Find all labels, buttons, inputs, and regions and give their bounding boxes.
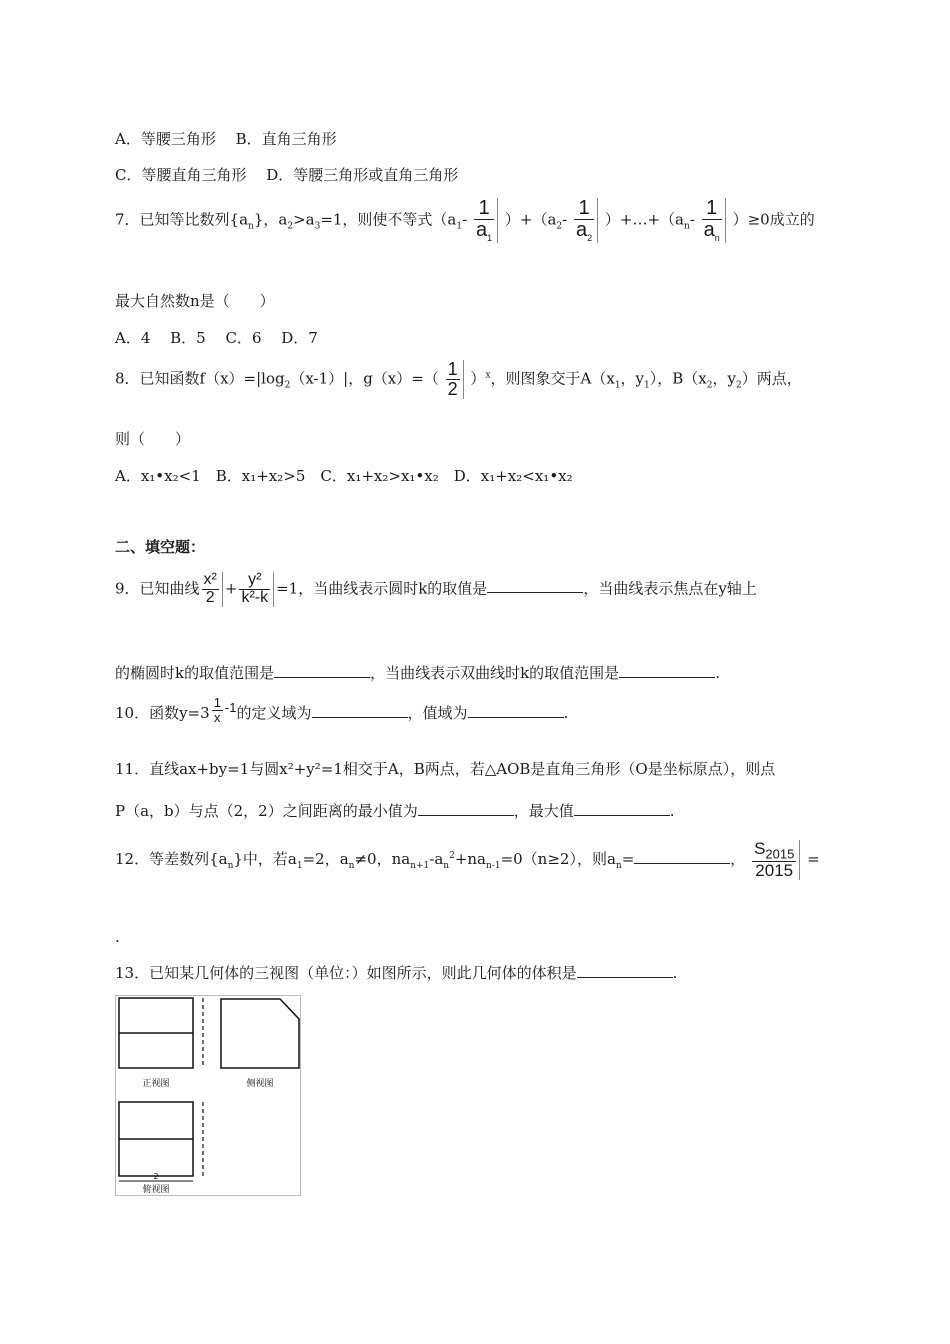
q9-blank-2[interactable] — [274, 663, 370, 678]
q12-question: 12．等差数列$\{a_n\}$中，若$a_1=2$，$a_n\ne 0$，$na_{n+1}-a_n^2+na_{n-1}=0(n\ge 2)$，则$a_n=$ ， $\frac{S_{2015}}{2015}$ = — [115, 839, 820, 881]
q12-fraction: $\frac{S_{2015}}{2015}$ — [752, 840, 800, 880]
q9-fraction-2: $\frac{\text{y²}}{\text{k²-k}}$ — [239, 572, 274, 607]
q10-question: 10．函数y=3 $\frac{1}{x}$ -1的定义域为 ，值域为 . — [115, 695, 569, 725]
top-view-label: 俯视图 — [142, 1185, 170, 1195]
q10-exponent: $\frac{1}{x}$ — [213, 695, 221, 725]
q13-question: 13．已知某几何体的三视图（单位：）如图所示，则此几何体的体积是 . — [115, 964, 678, 982]
q9-line2: 的椭圆时k的取值范围是 ，当曲线表示双曲线时k的取值范围是 . — [115, 664, 720, 682]
figure-border — [116, 996, 301, 1196]
q12-line2: . — [115, 928, 120, 946]
q9-blank-3[interactable] — [619, 663, 715, 678]
q10-blank-1[interactable] — [312, 703, 408, 718]
q7-fraction-1: $\frac{1}{a_1}$ — [474, 198, 498, 243]
section-title: 二、填空题： — [115, 538, 206, 556]
q7-options: A．4 B．5 C．6 D．7 — [115, 329, 318, 347]
q11-line1: 11．直线ax+by=1与圆x²+y²=1相交于A，B两点，若△AOB是直角三角形（O是坐标原点），则点 — [115, 760, 776, 778]
q7-fraction-2: $\frac{1}{a_2}$ — [574, 198, 598, 243]
q11-blank-1[interactable] — [418, 801, 514, 816]
q9-question: 9．已知曲线 $\frac{\text{x²}}{2}$ + $\frac{\text{y²}}{\text{k²-k}}$ =1，当曲线表示圆时k的取值是 ，当曲线表示焦点在y轴上 — [115, 571, 757, 606]
q8-line2: 则（ ） — [115, 430, 191, 448]
q11-line2: P（a，b）与点（2，2）之间距离的最小值为 ，最大值 . — [115, 802, 675, 820]
q10-blank-2[interactable] — [468, 703, 564, 718]
q9-blank-1[interactable] — [487, 578, 583, 593]
three-view-figure — [115, 995, 301, 1196]
three-view-drawing — [115, 995, 301, 1196]
q8-question: 8．已知函数$f(x)=|\log_2(x-1)|$，g（x）=（ $\frac{1}{2}$ ）$^x$，则图象交于$A(x_1$，$y_1$），$B(x_2$，$y_2$）两点， — [115, 359, 802, 399]
q8-fraction: $\frac{1}{2}$ — [446, 360, 464, 399]
dimension-label: 2 — [153, 1172, 159, 1181]
front-view-label: 正视图 — [142, 1079, 170, 1089]
q6-options-line1: A．等腰三角形 B．直角三角形 — [115, 130, 337, 148]
q6-options-line2: C．等腰直角三角形 D．等腰三角形或直角三角形 — [115, 166, 459, 184]
q11-blank-2[interactable] — [574, 801, 670, 816]
q13-blank[interactable] — [577, 963, 673, 978]
q9-fraction-1: $\frac{\text{x²}}{2}$ — [202, 572, 223, 607]
q7-question: 7．已知等比数列$\{a_n\}$，$a_2>a_3=1$，则使不等式（$a_1-$ $\frac{1}{a_1}$ ）$+(a_2-$ $\frac{1}{a_2}$ ）$+\dots+(a_n-$ $\frac{1}{a_n}$ ）≥0成立的 — [115, 197, 815, 243]
q7-line2: 最大自然数n是（ ） — [115, 292, 275, 310]
q7-fraction-3: $\frac{1}{a_n}$ — [702, 198, 726, 243]
q12-blank-1[interactable] — [634, 849, 730, 864]
q8-options: A．x₁•x₂<1 B．x₁+x₂>5 C．x₁+x₂>x₁•x₂ D．x₁+x₂<x₁•x₂ — [115, 467, 573, 485]
side-view-label: 侧视图 — [246, 1079, 274, 1089]
